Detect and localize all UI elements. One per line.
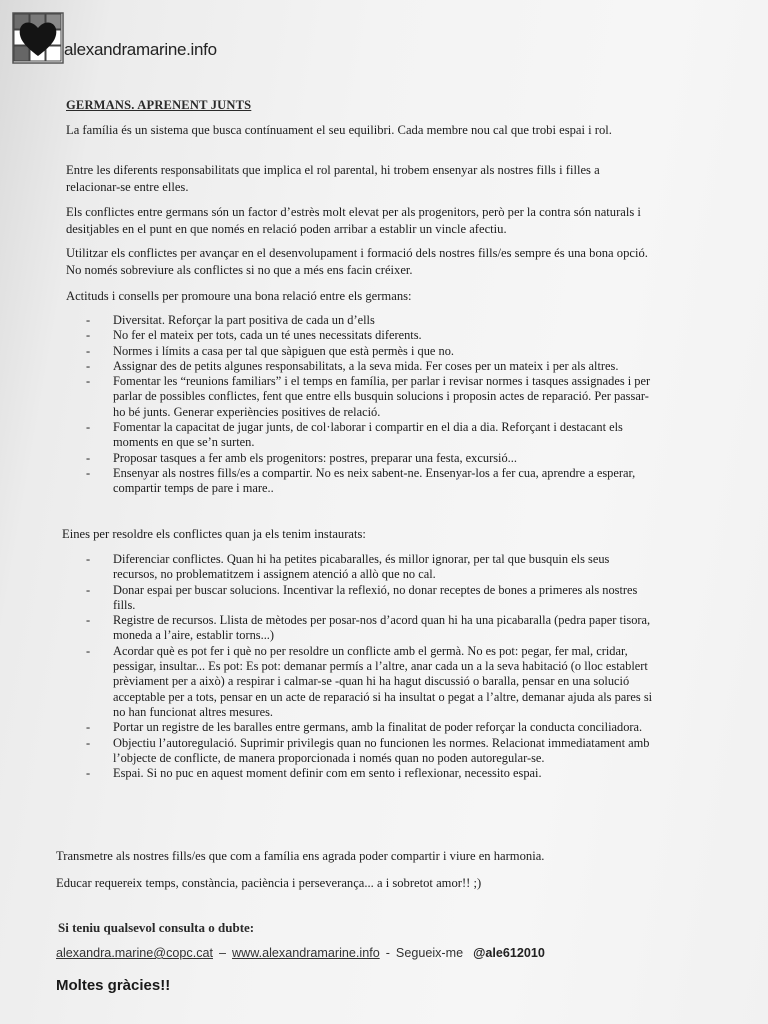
list-dash: - bbox=[86, 313, 91, 327]
list-dash: - bbox=[86, 343, 91, 358]
list-item-text: Ensenyar als nostres fills/es a compartir. No es neix sabent-ne. Ensenyar-los a fer cua, aprendre a esperar, compartir temps de pare i mare.. bbox=[113, 465, 636, 496]
list-item bbox=[86, 451, 656, 466]
list-item-text: Acordar què es pot fer i què no per resoldre un conflicte amb el germà. No es pot: pegar, fer mal, cridar, pessigar, insultar... Es pot: Es pot: demanar permís a l’altre, anar cada un a la seva habitació (o lloc establert prèviament per a això) a respirar i calmar-se -quan hi ha hagut discussió o baralla, pensar en una solució acceptable per a tots, pensar en un acte de reparació si ha insultat o pegat a l’altre, demanar ajuda als pares si no han funcionat altres mesures. bbox=[113, 643, 653, 719]
list-item-text: Normes i límits a casa per tal que sàpiguen que està permès i que no. bbox=[113, 343, 454, 358]
list-item-text: Portar un registre de les baralles entre germans, amb la finalitat de poder reforçar la conducta conciliadora. bbox=[113, 720, 643, 735]
website-link[interactable]: www.alexandramarine.info bbox=[232, 946, 380, 960]
heart-grid-logo-icon bbox=[12, 12, 64, 64]
list-item bbox=[86, 613, 656, 644]
separator: – bbox=[219, 946, 227, 960]
list-dash: - bbox=[86, 420, 91, 435]
list-item-text: Assignar des de petits algunes responsabilitats, a la seva mida. Fer coses per un mateix i per als altres. bbox=[113, 358, 619, 373]
list-item bbox=[86, 552, 656, 583]
intro-paragraph: Entre les diferents responsabilitats que implica el rol parental, hi trobem ensenyar als nostres fills i filles a relacionar-se entre elles. bbox=[66, 163, 600, 194]
list-dash: - bbox=[86, 720, 91, 735]
list-item bbox=[86, 644, 656, 720]
list-dash: - bbox=[86, 552, 91, 566]
list-dash: - bbox=[86, 582, 91, 597]
email-link[interactable]: alexandra.marine@copc.cat bbox=[56, 946, 213, 960]
list-dash: - bbox=[86, 450, 91, 465]
site-name: alexandramarine.info bbox=[64, 40, 217, 59]
list-dash: - bbox=[86, 766, 91, 781]
list-item bbox=[86, 359, 656, 374]
list-item-text: Fomentar les “reunions familiars” i el temps en família, per parlar i revisar normes i tasques assignades i per parlar de possibles conflictes, fent que entre ells busquin solucions i proposin actes de reparació. Per passar-ho bé junts. Generar experiències positives de relació. bbox=[113, 374, 651, 419]
separator: - bbox=[385, 946, 390, 960]
closing-paragraph: Transmetre als nostres fills/es que com a família ens agrada poder compartir i viure en harmonia. bbox=[56, 849, 545, 863]
list-item bbox=[86, 420, 656, 451]
attitudes-list bbox=[86, 313, 656, 497]
list-dash: - bbox=[86, 374, 91, 389]
list-item-text: Objectiu l’autoregulació. Suprimir privilegis quan no funcionen les normes. Relacionat immediatament amb l’objecte de conflicte, de manera proporcionada i només quan no poden autoregular-se. bbox=[113, 735, 650, 765]
contact-line bbox=[56, 946, 545, 960]
intro-paragraph: La família és un sistema que busca contínuament el seu equilibri. Cada membre nou cal que trobi espai i rol. bbox=[66, 123, 612, 137]
list-item bbox=[86, 736, 656, 767]
list-item-text: Registre de recursos. Llista de mètodes per posar-nos d’acord quan hi ha una picabaralla (pedra paper tisora, moneda a l’aire, establir torns...) bbox=[113, 613, 651, 643]
closing-paragraph: Educar requereix temps, constància, paciència i perseverança... a i sobretot amor!! ;) bbox=[56, 876, 482, 890]
contact-heading: Si teniu qualsevol consulta o dubte: bbox=[58, 920, 255, 935]
intro-paragraph: Els conflictes entre germans són un factor d’estrès molt elevat per als progenitors, però per la contra són naturals i desitjables en el punt en que només en relació poden arribar a establir un vincle afectiu. bbox=[66, 205, 641, 236]
list-item-text: Espai. Si no puc en aquest moment definir com em sento i reflexionar, necessito espai. bbox=[113, 766, 542, 781]
list-item bbox=[86, 766, 656, 781]
list-item-text: Fomentar la capacitat de jugar junts, de col·laborar i compartir en el dia a dia. Reforçant i destacant els moments en que se’n surten. bbox=[113, 420, 623, 450]
tools-heading: Eines per resoldre els conflictes quan ja els tenim instaurats: bbox=[62, 527, 366, 541]
list-dash: - bbox=[86, 613, 91, 628]
list-item-text: Diversitat. Reforçar la part positiva de cada un d’ells bbox=[113, 313, 375, 327]
social-handle[interactable]: @ale612010 bbox=[473, 946, 545, 960]
list-item bbox=[86, 328, 656, 343]
list-dash: - bbox=[86, 465, 91, 480]
list-dash: - bbox=[86, 643, 91, 658]
list-item bbox=[86, 374, 656, 420]
list-item bbox=[86, 466, 656, 497]
list-item-text: No fer el mateix per tots, cada un té unes necessitats diferents. bbox=[113, 328, 422, 343]
tools-list bbox=[86, 552, 656, 781]
follow-label: Segueix-me bbox=[395, 946, 464, 960]
list-item bbox=[86, 344, 656, 359]
thanks-text: Moltes gràcies!! bbox=[56, 977, 171, 994]
attitudes-heading: Actituds i consells per promoure una bona relació entre els germans: bbox=[66, 289, 412, 303]
list-dash: - bbox=[86, 358, 91, 373]
intro-paragraph: Utilitzar els conflictes per avançar en el desenvolupament i formació dels nostres fills/es sempre és una bona opció. No només sobreviure als conflictes si no que a més ens facin créixer. bbox=[66, 246, 648, 277]
list-dash: - bbox=[86, 735, 91, 750]
document-title: GERMANS. APRENENT JUNTS bbox=[66, 98, 252, 112]
list-item bbox=[86, 583, 656, 614]
list-item bbox=[86, 720, 656, 735]
list-dash: - bbox=[86, 328, 91, 343]
list-item-text: Proposar tasques a fer amb els progenitors: postres, preparar una festa, excursió... bbox=[113, 450, 517, 465]
list-item-text: Diferenciar conflictes. Quan hi ha petites picabaralles, és millor ignorar, per tal que busquin els seus recursos, no problematitzem i assignem atenció a allò que no cal. bbox=[113, 552, 610, 582]
list-item-text: Donar espai per buscar solucions. Incentivar la reflexió, no donar receptes de bones a primeres als nostres fills. bbox=[113, 582, 638, 612]
list-item bbox=[86, 313, 656, 328]
